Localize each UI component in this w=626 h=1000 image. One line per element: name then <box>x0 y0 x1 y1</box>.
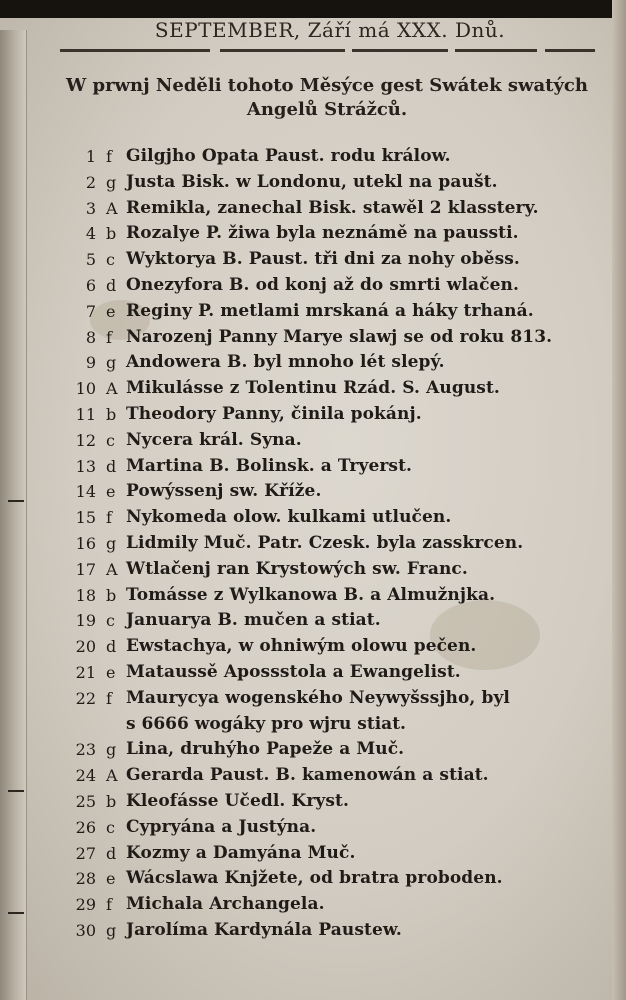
dominical-letter: b <box>106 585 117 605</box>
day-number: 4 <box>85 224 96 244</box>
day-entry <box>74 737 604 763</box>
day-number: 13 <box>75 456 96 476</box>
dominical-letter: A <box>106 379 118 399</box>
rule-segment <box>352 49 448 52</box>
day-number: 3 <box>85 198 96 218</box>
day-entry <box>74 247 604 273</box>
dominical-letter: g <box>106 920 117 940</box>
day-entry <box>74 789 604 815</box>
day-number: 17 <box>75 559 96 579</box>
day-entry <box>74 892 604 918</box>
day-entry <box>74 196 604 222</box>
day-number: 10 <box>75 379 96 399</box>
dominical-letter: f <box>106 327 112 347</box>
gutter-mark <box>8 912 24 914</box>
saint-text: Mikulásse z Tolentinu Rzád. S. August. <box>126 378 500 399</box>
dominical-letter: g <box>106 353 117 373</box>
day-entry <box>74 583 604 609</box>
saint-text: Nykomeda olow. kulkami utlučen. <box>126 507 452 528</box>
top-edge-shadow <box>0 0 626 18</box>
day-entry <box>74 402 604 428</box>
day-number: 26 <box>75 817 96 837</box>
saint-text-continuation: s 6666 wogáky pro wjru stiat. <box>126 713 406 734</box>
rule-segment <box>545 49 595 52</box>
dominical-letter: c <box>106 611 115 631</box>
feast-day-list <box>74 144 604 944</box>
day-entry <box>74 273 604 299</box>
dominical-letter: e <box>106 482 116 502</box>
saint-text: Lina, druhýho Papeže a Muč. <box>126 739 405 760</box>
day-entry <box>74 660 604 686</box>
saint-text: Gilgjho Opata Paust. rodu králow. <box>126 146 451 166</box>
day-entry <box>74 144 604 170</box>
day-entry <box>74 841 604 867</box>
intro-line: Angelů Strážců. <box>246 99 408 120</box>
day-entry <box>74 866 604 892</box>
day-number: 20 <box>75 637 96 657</box>
dominical-letter: g <box>106 533 117 553</box>
day-number: 15 <box>75 508 96 528</box>
day-entry <box>74 557 604 583</box>
day-entry <box>74 686 604 738</box>
day-number: 24 <box>75 766 96 786</box>
saint-text: Jarolíma Kardynála Paustew. <box>126 919 402 940</box>
saint-text: Andowera B. byl mnoho lét slepý. <box>126 352 445 373</box>
day-number: 23 <box>75 740 96 760</box>
saint-text: Onezyfora B. od konj až do smrti wlačen. <box>126 274 519 295</box>
saint-text: Michala Archangela. <box>126 894 325 915</box>
day-number: 1 <box>85 147 96 166</box>
day-number: 14 <box>75 482 96 502</box>
dominical-letter: e <box>106 301 116 321</box>
dominical-letter: g <box>106 172 117 192</box>
day-number: 16 <box>75 533 96 553</box>
rule-segment <box>220 49 345 52</box>
saint-text: Theodory Panny, činila pokánj. <box>126 403 422 424</box>
day-entry <box>74 505 604 531</box>
day-number: 27 <box>75 843 96 863</box>
day-entry <box>74 763 604 789</box>
dominical-letter: c <box>106 250 115 270</box>
day-entry <box>74 376 604 402</box>
day-number: 19 <box>75 611 96 631</box>
dominical-letter: e <box>106 662 116 682</box>
day-entry <box>74 531 604 557</box>
dominical-letter: b <box>106 404 117 424</box>
dominical-letter: d <box>106 637 117 657</box>
saint-text: Tomásse z Wylkanowa B. a Almužnjka. <box>126 584 496 605</box>
day-number: 18 <box>75 585 96 605</box>
saint-text: Reginy P. metlami mrskaná a háky trhaná. <box>126 300 534 321</box>
saint-text: Cypryána a Justýna. <box>126 816 317 837</box>
saint-text: Narozenj Panny Marye slawj se od roku 813. <box>126 326 553 347</box>
day-number: 8 <box>85 327 96 347</box>
gutter-mark <box>8 500 24 502</box>
dominical-letter: e <box>106 869 116 889</box>
day-number: 11 <box>75 404 96 424</box>
day-number: 30 <box>75 920 96 940</box>
day-number: 29 <box>75 895 96 915</box>
saint-text: Ewstachya, w ohniwým olowu pečen. <box>126 636 477 657</box>
saint-text: Rozalye P. žiwa byla neznámě na paussti. <box>126 223 519 244</box>
dominical-letter: f <box>106 508 112 528</box>
dominical-letter: c <box>106 817 115 837</box>
saint-text: Januarya B. mučen a stiat. <box>126 610 381 631</box>
page-right-edge <box>612 0 626 1000</box>
intro-line: W prwnj Neděli tohoto Měsýce gest Swátek swatých <box>66 75 588 96</box>
saint-text: Wtlačenj ran Krystowých sw. Franc. <box>126 558 468 579</box>
dominical-letter: f <box>106 147 112 166</box>
dominical-letter: d <box>106 843 117 863</box>
day-number: 12 <box>75 430 96 450</box>
day-number: 21 <box>75 662 96 682</box>
day-entry <box>74 350 604 376</box>
dominical-letter: A <box>106 198 118 218</box>
saint-text: Lidmily Muč. Patr. Czesk. byla zasskrcen. <box>126 532 524 553</box>
day-number: 22 <box>75 688 96 708</box>
header-rule <box>60 49 595 52</box>
day-number: 28 <box>75 869 96 889</box>
dominical-letter: d <box>106 275 117 295</box>
dominical-letter: b <box>106 791 117 811</box>
day-entry <box>74 299 604 325</box>
dominical-letter: A <box>106 766 118 786</box>
day-number: 9 <box>85 353 96 373</box>
day-entry <box>74 454 604 480</box>
day-entry <box>74 325 604 351</box>
dominical-letter: f <box>106 688 112 708</box>
day-number: 6 <box>85 275 96 295</box>
day-number: 5 <box>85 250 96 270</box>
day-number: 7 <box>85 301 96 321</box>
day-entry <box>74 170 604 196</box>
saint-text: Powýssenj sw. Kříže. <box>126 481 322 502</box>
saint-text: Gerarda Paust. B. kamenowán a stiat. <box>126 765 489 786</box>
saint-text: Remikla, zanechal Bisk. stawěl 2 klasstery. <box>126 197 539 218</box>
day-entry <box>74 918 604 944</box>
saint-text: Mataussě Apossstola a Ewangelist. <box>126 661 461 682</box>
page-header: SEPTEMBER, Září má XXX. Dnů. <box>154 18 506 42</box>
dominical-letter: f <box>106 895 112 915</box>
gutter-mark <box>8 790 24 792</box>
day-number: 25 <box>75 791 96 811</box>
day-entry <box>74 634 604 660</box>
book-gutter <box>0 30 27 1000</box>
saint-text: Martina B. Bolinsk. a Tryerst. <box>126 455 413 476</box>
saint-text: Kozmy a Damyána Muč. <box>126 842 356 863</box>
dominical-letter: A <box>106 559 118 579</box>
intro-note <box>62 74 592 122</box>
saint-text: Nycera král. Syna. <box>126 429 302 450</box>
saint-text: Justa Bisk. w Londonu, utekl na paušt. <box>126 171 498 192</box>
dominical-letter: d <box>106 456 117 476</box>
rule-segment <box>455 49 537 52</box>
day-number: 2 <box>85 172 96 192</box>
day-entry <box>74 479 604 505</box>
rule-segment <box>60 49 210 52</box>
day-entry <box>74 428 604 454</box>
day-entry <box>74 608 604 634</box>
dominical-letter: c <box>106 430 115 450</box>
saint-text: Kleofásse Učedl. Kryst. <box>126 790 350 811</box>
day-entry <box>74 221 604 247</box>
dominical-letter: g <box>106 740 117 760</box>
day-entry <box>74 815 604 841</box>
saint-text: Maurycya wogenského Neywyšssjho, byl <box>126 687 510 708</box>
saint-text: Wácslawa Knjžete, od bratra proboden. <box>126 868 503 889</box>
saint-text: Wyktorya B. Paust. tři dni za nohy oběss. <box>126 249 520 270</box>
dominical-letter: b <box>106 224 117 244</box>
